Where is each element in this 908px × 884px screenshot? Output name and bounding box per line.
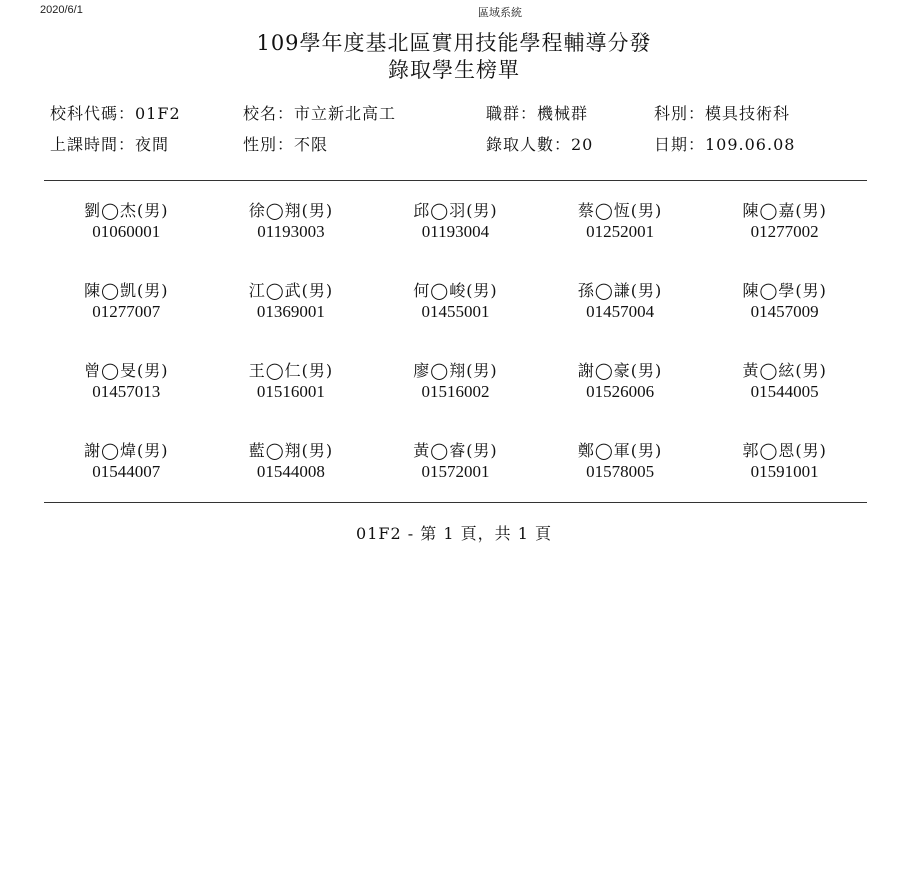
student-entry <box>44 280 209 360</box>
student-id: 01193003 <box>257 222 325 241</box>
student-id: 01544007 <box>92 462 161 481</box>
school-name: 校名：市立新北高工 <box>243 104 397 123</box>
student-entry <box>702 360 867 440</box>
career-group: 職群：機械群 <box>486 104 589 123</box>
student-name: 曾◯旻(男) <box>84 361 169 380</box>
page-subtitle: 錄取學生榜單 <box>388 58 520 82</box>
student-name: 王◯仁(男) <box>248 361 334 380</box>
student-name: 陳◯凱(男) <box>84 281 169 300</box>
admitted-count: 錄取人數：20 <box>486 135 594 154</box>
issue-date: 日期：109.06.08 <box>654 135 796 154</box>
page-footer: 01F2 - 第 1 頁，共 1 頁 <box>356 524 552 543</box>
student-entry <box>702 200 867 280</box>
student-name: 蔡◯恆(男) <box>577 201 663 220</box>
school-code: 校科代碼：01F2 <box>50 104 181 123</box>
student-entry <box>538 280 703 360</box>
print-system-name: 區域系統 <box>478 7 522 19</box>
student-id: 01544008 <box>256 462 325 481</box>
student-id: 01277002 <box>750 222 819 241</box>
student-name: 鄭◯軍(男) <box>577 441 663 460</box>
student-entry <box>209 200 374 280</box>
student-name: 謝◯煒(男) <box>84 441 169 460</box>
student-entry <box>373 440 538 520</box>
department: 科別：模具技術科 <box>654 104 791 123</box>
student-entry <box>44 200 209 280</box>
student-entry <box>373 280 538 360</box>
student-entry <box>209 280 374 360</box>
student-id: 01591001 <box>750 462 819 481</box>
page-title: 109學年度基北區實用技能學程輔導分發 <box>256 31 652 55</box>
top-divider <box>44 180 867 181</box>
student-id: 01578005 <box>586 462 655 481</box>
student-id: 01455001 <box>421 302 490 321</box>
student-id: 01193004 <box>421 222 490 241</box>
student-id: 01516002 <box>421 382 490 401</box>
student-entry <box>538 360 703 440</box>
gender-limit: 性別：不限 <box>243 135 329 154</box>
student-name: 黃◯絃(男) <box>742 361 827 380</box>
student-entry <box>44 440 209 520</box>
student-row <box>44 360 867 440</box>
student-id: 01457013 <box>92 382 161 401</box>
student-entry <box>44 360 209 440</box>
student-row <box>44 280 867 360</box>
student-entry <box>209 440 374 520</box>
student-name: 藍◯翔(男) <box>248 441 334 460</box>
student-name: 邱◯羽(男) <box>413 201 498 220</box>
student-id: 01252001 <box>586 222 655 241</box>
student-entry <box>538 200 703 280</box>
student-name: 徐◯翔(男) <box>248 201 334 220</box>
student-name: 陳◯嘉(男) <box>742 201 827 220</box>
student-name: 何◯峻(男) <box>413 281 498 300</box>
class-time: 上課時間：夜間 <box>50 135 170 154</box>
student-entry <box>209 360 374 440</box>
student-id: 01544005 <box>750 382 819 401</box>
student-list <box>44 200 867 520</box>
student-id: 01516001 <box>256 382 325 401</box>
student-entry <box>702 280 867 360</box>
student-id: 01457004 <box>586 302 655 321</box>
bottom-divider <box>44 502 867 503</box>
student-row <box>44 200 867 280</box>
print-date: 2020/6/1 <box>40 4 83 16</box>
student-id: 01457009 <box>750 302 819 321</box>
student-entry <box>538 440 703 520</box>
student-name: 江◯武(男) <box>248 281 334 300</box>
student-entry <box>373 360 538 440</box>
student-entry <box>373 200 538 280</box>
student-name: 郭◯恩(男) <box>742 441 827 460</box>
student-name: 謝◯豪(男) <box>577 361 663 380</box>
student-id: 01277007 <box>92 302 161 321</box>
student-name: 劉◯杰(男) <box>84 201 169 220</box>
student-name: 陳◯學(男) <box>742 281 827 300</box>
student-entry <box>702 440 867 520</box>
student-name: 黃◯睿(男) <box>413 441 498 460</box>
student-id: 01369001 <box>256 302 325 321</box>
student-row <box>44 440 867 520</box>
student-name: 孫◯謙(男) <box>577 281 663 300</box>
student-name: 廖◯翔(男) <box>413 361 498 380</box>
student-id: 01526006 <box>586 382 655 401</box>
student-id: 01060001 <box>92 222 161 241</box>
student-id: 01572001 <box>421 462 490 481</box>
